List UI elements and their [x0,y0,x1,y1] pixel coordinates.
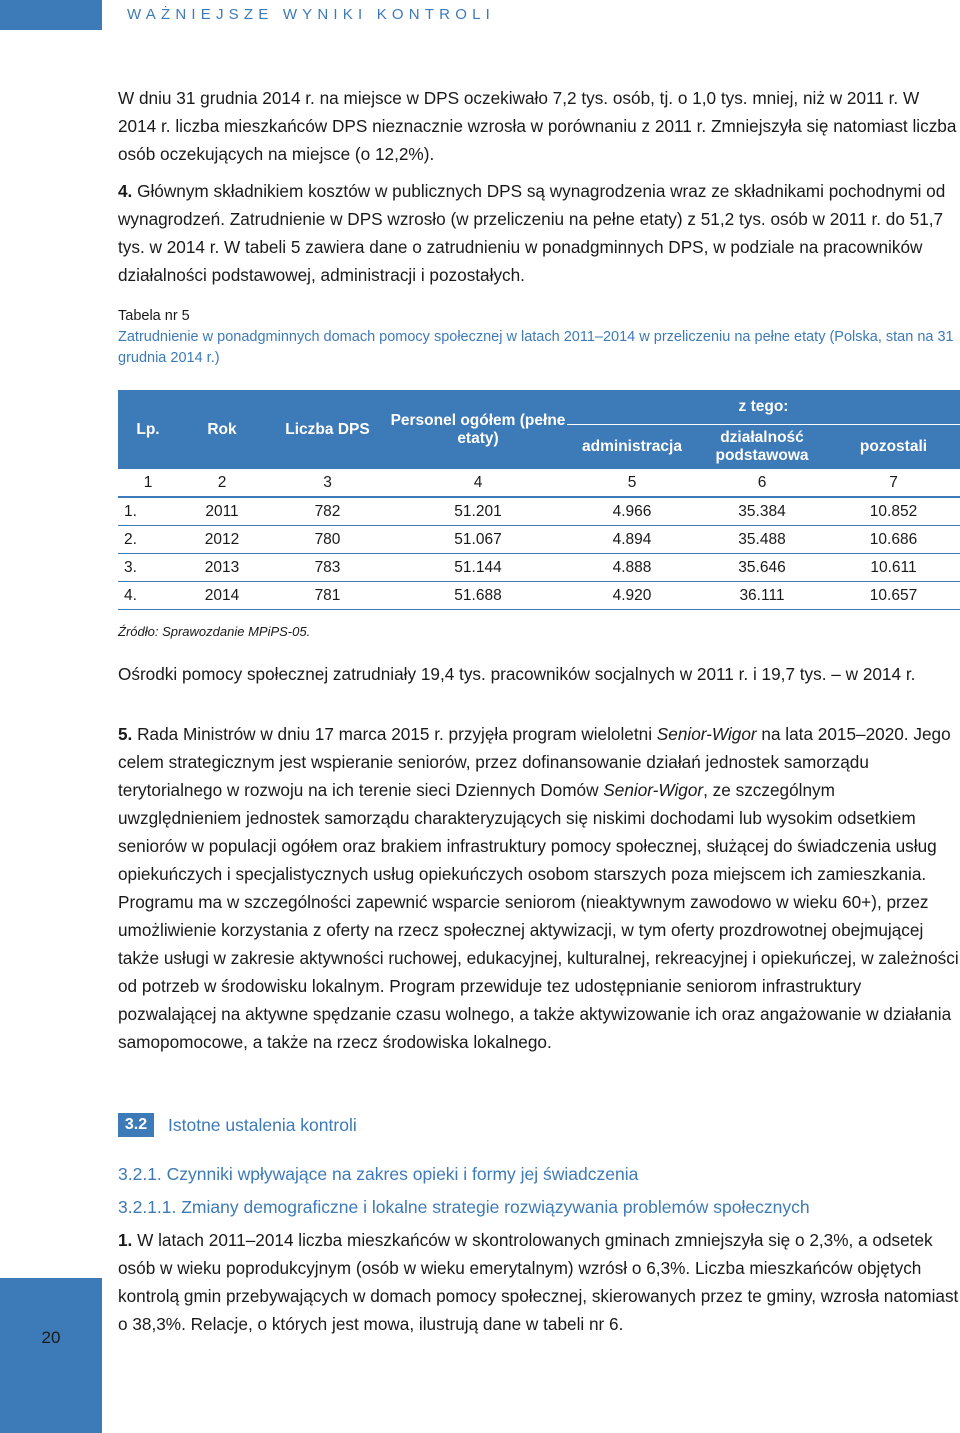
paragraph-text: Rada Ministrów w dniu 17 marca 2015 r. przyjęła program wieloletni [132,724,657,744]
cell-personel: 51.144 [389,554,567,582]
cell-rok: 2011 [178,497,266,526]
cell-lp: 4. [118,582,178,610]
cell-rok: 2012 [178,526,266,554]
col-number: 2 [178,469,266,497]
cell-administracja: 4.888 [567,554,697,582]
paragraph-text: W latach 2011–2014 liczba mieszkańców w skontrolowanych gminach zmniejszyła się o 2,3%, a odsetek osób w wieku poprodukcyjnym (osób w wieku emerytalnym) wzrósł o 6,3%. Liczba mieszkańców objętych kontrolą gmin przebywających w domach pomocy społecznej, skierowanych przez te gminy, wzrosła natomiast o 38,3%. Relacje, o których jest mowa, ilustrują dane w tabeli nr 6. [118,1230,959,1334]
subsection-heading: 3.2.1. Czynniki wpływające na zakres opieki i formy jej świadczenia [118,1164,639,1184]
table-row [118,582,960,610]
cell-dzialalnosc: 35.384 [697,497,827,526]
paragraph-text: Głównym składnikiem kosztów w publicznych DPS są wynagrodzenia wraz ze składnikami pochodnymi od wynagrodzeń. Zatrudnienie w DPS wzrosło (w przeliczeniu na pełne etaty) z 51,2 tys. osób w 2011 r. do 51,7 tys. w 2014 r. W tabeli 5 zawiera dane o zatrudnieniu w ponadgminnych DPS, w podziale na pracowników działalności podstawowej, administracji i pozostałych. [118,181,946,285]
employment-table [118,390,960,610]
cell-dzialalnosc: 36.111 [697,582,827,610]
col-number: 7 [827,469,960,497]
page-number: 20 [41,1328,61,1347]
cell-liczba: 781 [266,582,389,610]
running-head: WAŻNIEJSZE WYNIKI KONTROLI [127,6,495,23]
table-row [118,526,960,554]
table-column-numbers [118,469,960,497]
header-lp: Lp. [118,390,178,469]
cell-personel: 51.067 [389,526,567,554]
header-z-tego: z tego: [567,390,960,425]
col-number: 4 [389,469,567,497]
paragraph-social-workers: Ośrodki pomocy społecznej zatrudniały 19,4 tys. pracowników socjalnych w 2011 r. i 19,7 tys. – w 2014 r. [118,664,916,684]
header-dzialalnosc: działalność podstawowa [697,425,827,470]
cell-personel: 51.201 [389,497,567,526]
col-number: 6 [697,469,827,497]
section-number: 3.2 [118,1113,154,1137]
paragraph-costs [118,177,960,289]
paragraph-text: , ze szczególnym uwzględnieniem jednostek samorządu charakteryzujących się niskimi dochodami lub wysokim odsetkiem seniorów w populacji ogółem oraz brakiem infrastruktury pomocy społecznej, służącej do świadczenia usług opiekuńczych i specjalistycznych usług opiekuńczych osobom starszych poza miejscem ich zamieszkania. Programu ma w szczególności zapewnić wsparcie seniorom (nieaktywnym zawodowo w wieku 60+), przez umożliwienie korzystania z oferty na rzecz społecznej aktywizacji, w tym oferty prozdrowotnej obejmującej także usługi w zakresie aktywności ruchowej, edukacyjnej, kulturalnej, rekreacyjnej i opiekuńczej, w zależności od potrzeb w środowisku lokalnym. Program przewiduje tez udostępnianie seniorom infrastruktury pozwalającej na aktywne spędzanie czasu wolnego, a także aktywizowanie ich oraz angażowanie w działania samopomocowe, a także na rzecz środowiska lokalnego. [118,780,959,1052]
paragraph-text: na lata 2015–2020. Jego celem strategicznym jest wspieranie seniorów, przez dofinansowanie działań jednostek samorządu terytorialnego w rozwoju na ich terenie sieci Dziennych Domów [118,724,951,800]
header-pozostali: pozostali [827,425,960,470]
header-rok: Rok [178,390,266,469]
table-caption: Zatrudnienie w ponadgminnych domach pomocy społecznej w latach 2011–2014 w przeliczeniu na pełne etaty (Polska, stan na 31 grudnia 2014 r.) [118,329,954,366]
cell-personel: 51.688 [389,582,567,610]
header-administracja: administracja [567,425,697,470]
paragraph-number: 1. [118,1230,133,1250]
header-accent-bar [0,0,102,30]
cell-dzialalnosc: 35.646 [697,554,827,582]
table-caption-block [118,306,960,369]
cell-rok: 2013 [178,554,266,582]
paragraph-waiting-list: W dniu 31 grudnia 2014 r. na miejsce w DPS oczekiwało 7,2 tys. osób, tj. o 1,0 tys. mniej, niż w 2011 r. W 2014 r. liczba mieszkańców DPS nieznacznie wzrosła w porównaniu z 2011 r. Zmniejszyła się natomiast liczba osób oczekujących na miejsce (o 12,2%). [118,88,957,164]
paragraph-number: 5. [118,724,133,744]
cell-pozostali: 10.657 [827,582,960,610]
table-label: Tabela nr 5 [118,308,190,324]
table-row [118,497,960,526]
cell-liczba: 780 [266,526,389,554]
cell-pozostali: 10.686 [827,526,960,554]
cell-administracja: 4.894 [567,526,697,554]
cell-lp: 2. [118,526,178,554]
col-number: 1 [118,469,178,497]
col-number: 5 [567,469,697,497]
cell-lp: 3. [118,554,178,582]
program-name: Senior-Wigor [656,724,757,744]
program-name: Senior-Wigor [603,780,704,800]
header-personel: Personel ogółem (pełne etaty) [389,390,567,469]
table-row [118,554,960,582]
paragraph-demographics [118,1226,960,1338]
page-number-block [0,1278,102,1433]
subsubsection-heading: 3.2.1.1. Zmiany demograficzne i lokalne strategie rozwiązywania problemów społecznych [118,1197,810,1217]
cell-pozostali: 10.611 [827,554,960,582]
col-number: 3 [266,469,389,497]
cell-administracja: 4.920 [567,582,697,610]
cell-dzialalnosc: 35.488 [697,526,827,554]
cell-liczba: 783 [266,554,389,582]
cell-administracja: 4.966 [567,497,697,526]
section-title: Istotne ustalenia kontroli [168,1115,357,1135]
table-source: Źródło: Sprawozdanie MPiPS-05. [118,624,311,639]
cell-pozostali: 10.852 [827,497,960,526]
paragraph-number: 4. [118,181,133,201]
header-liczba-dps: Liczba DPS [266,390,389,469]
cell-lp: 1. [118,497,178,526]
cell-rok: 2014 [178,582,266,610]
cell-liczba: 782 [266,497,389,526]
paragraph-senior-wigor [118,720,960,1056]
